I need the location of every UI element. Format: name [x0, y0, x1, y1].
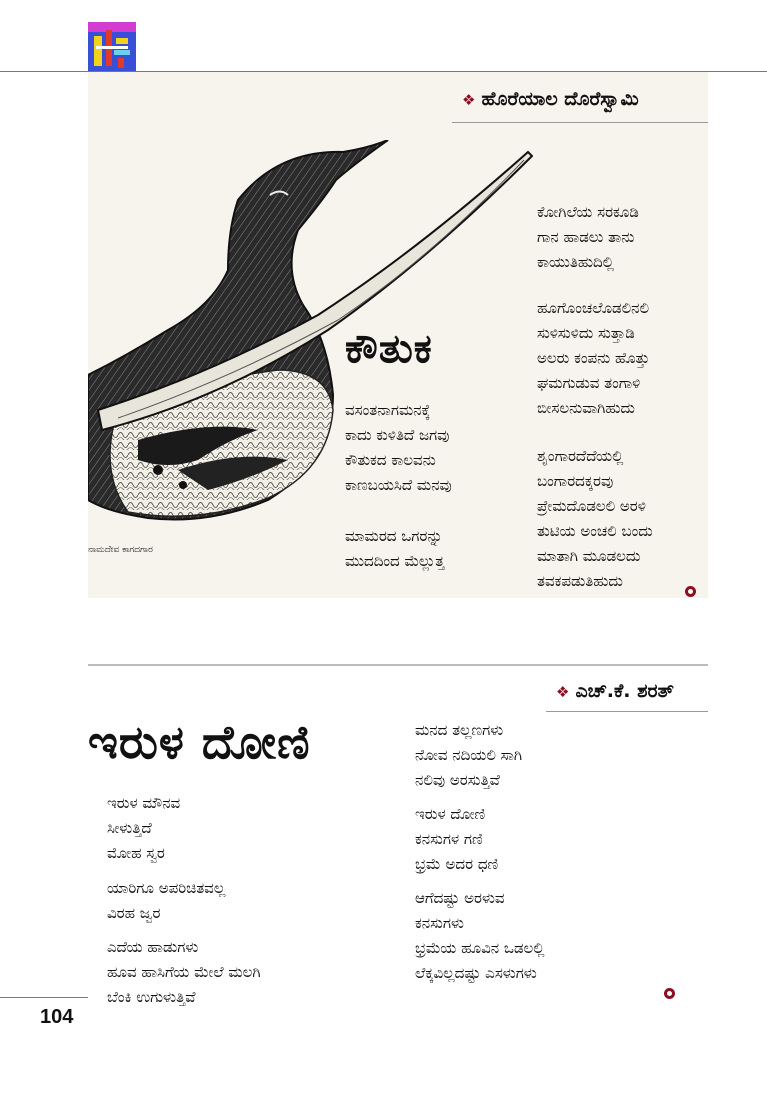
poem-line: ಕಾಯುತಿಹುದಿಲ್ಲಿ — [537, 253, 615, 271]
poem2-stanza — [415, 718, 522, 793]
poem1-stanza — [537, 200, 639, 275]
poem-line: ಬೆಂಕಿ ಉಗುಳುತ್ತಿವೆ — [107, 988, 196, 1006]
bird-illustration — [88, 140, 533, 540]
end-mark-icon — [664, 988, 675, 999]
poem-line: ಇರುಳ ಮೌನವ — [107, 794, 181, 812]
poem-line: ಹೂಗೊಂಚಲೊಡಲಿನಲಿ — [537, 299, 650, 317]
poem-line: ಮೋಹ ಸ್ವರ — [107, 844, 165, 862]
poem2-author-rule — [546, 711, 708, 712]
poem1-stanza — [345, 398, 452, 498]
poem-line: ತುಟಿಯ ಅಂಚಲಿ ಬಂದು — [537, 522, 653, 540]
poem-line: ಲೆಕ್ಕವಿಲ್ಲದಷ್ಟು ಎಸಳುಗಳು — [415, 964, 537, 982]
poem2-title: ಇರುಳ ದೋಣಿ — [88, 715, 311, 769]
poem2-stanza — [107, 791, 180, 866]
poem1-stanza — [345, 524, 444, 574]
poem-line: ಕೋಗಿಲೆಯ ಸರಕೂಡಿ — [537, 203, 639, 221]
poem-line: ನೋವ ನದಿಯಲಿ ಸಾಗಿ — [415, 746, 523, 764]
poem-line: ತವಕಪಡುತಿಹುದು — [537, 572, 623, 590]
illustration-credit: ನಾಮದೇವ ಕಾಗದಗಾರ — [88, 545, 153, 555]
magazine-logo-icon — [88, 22, 136, 72]
poem-line: ಇರುಳ ದೋಣಿ — [415, 805, 486, 823]
poem-line: ಶೃಂಗಾರದೆದೆಯಲ್ಲಿ — [537, 447, 624, 465]
poem-line: ವಿರಹ ಜ್ವರ — [107, 904, 161, 922]
poem1-title: ಕೌತುಕ — [345, 326, 433, 372]
poem-line: ಕಾದು ಕುಳಿತಿದೆ ಜಗವು — [345, 426, 450, 444]
poem2-stanza — [107, 876, 225, 926]
poem-line: ಕೌತುಕದ ಕಾಲವನು — [345, 451, 436, 469]
page-number: 104 — [40, 1006, 74, 1028]
poem-line: ಭ್ರಮೆ ಅದರ ಧಣಿ — [415, 855, 499, 873]
poem-line: ಮಾತಾಗಿ ಮೂಡಲದು — [537, 547, 641, 565]
poem-line: ವಸಂತನಾಗಮನಕ್ಕೆ — [345, 401, 431, 419]
poem-line: ಎದೆಯ ಹಾಡುಗಳು — [107, 938, 199, 956]
poem1-author: ❖ ಹೊರೆಯಾಲ ದೊರೆಸ್ವಾಮಿ — [462, 88, 639, 110]
poem2-author: ❖ ಎಚ್.ಕೆ. ಶರತ್ — [556, 680, 674, 702]
poem1-stanza — [537, 444, 653, 594]
end-mark-icon — [685, 586, 696, 597]
diamond-bullet-icon: ❖ — [462, 91, 476, 109]
poem-line: ಕನಸುಗಳು — [415, 914, 464, 932]
poem-line: ಬೀಸಲನುವಾಗಿಹುದು — [537, 399, 635, 417]
poem-line: ಬಂಗಾರದಕ್ಕರವು — [537, 472, 614, 490]
poem-line: ಕನಸುಗಳ ಗಣಿ — [415, 830, 483, 848]
poem-line: ಸುಳಿಸುಳಿದು ಸುತ್ತಾಡಿ — [537, 324, 635, 342]
poem-line: ಮುದದಿಂದ ಮೆಲ್ಲುತ್ತ — [345, 552, 445, 570]
poem2-stanza — [415, 802, 498, 877]
poem-line: ಮಾಮರದ ಒಗರನ್ನು — [345, 527, 443, 545]
page-number-rule — [0, 997, 88, 998]
poem-line: ಭ್ರಮೆಯ ಹೂವಿನ ಒಡಲಲ್ಲಿ — [415, 939, 545, 957]
diamond-bullet-icon: ❖ — [556, 683, 570, 701]
poem2-stanza — [107, 935, 261, 1010]
poem-line: ಹೂವ ಹಾಸಿಗೆಯ ಮೇಲೆ ಮಲಗಿ — [107, 963, 261, 981]
poem1-stanza — [537, 296, 650, 421]
poem-line: ಮನದ ತಲ್ಲಣಗಳು — [415, 721, 504, 739]
poem-line: ಅಲರು ಕಂಪನು ಹೊತ್ತು — [537, 349, 650, 367]
poem-line: ಪ್ರೇಮದೊಡಲಲಿ ಅರಳಿ — [537, 497, 646, 515]
poem-line: ಘಮಗುಡುವ ತಂಗಾಳಿ — [537, 374, 641, 392]
section-divider — [88, 664, 708, 666]
poem2-stanza — [415, 886, 545, 986]
poem-line: ಆಗೆದಷ್ಟು ಅರಳುವ — [415, 889, 505, 907]
poem-line: ಯಾರಿಗೂ ಅಪರಿಚಿತವಲ್ಲ — [107, 879, 226, 897]
poem-line: ಕಾಣಬಯಸಿದೆ ಮನವು — [345, 476, 452, 494]
poem1-author-rule — [452, 122, 708, 123]
poem-line: ಸೀಳುತ್ತಿದೆ — [107, 819, 152, 837]
poem-line: ಗಾನ ಹಾಡಲು ತಾನು — [537, 228, 635, 246]
poem-line: ನಲಿವು ಅರಸುತ್ತಿವೆ — [415, 771, 500, 789]
